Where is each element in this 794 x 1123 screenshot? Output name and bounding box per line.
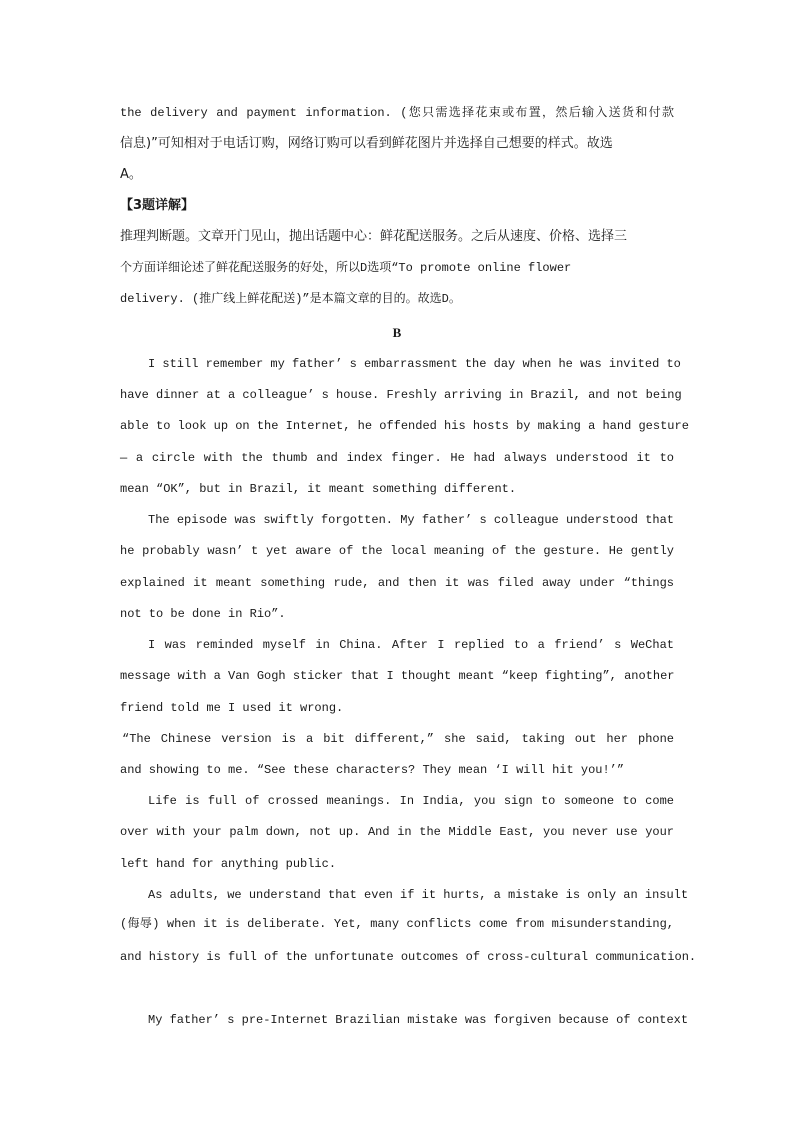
question3-line-2: 个方面详细论述了鲜花配送服务的好处，所以D选项“To promote online flower (120, 261, 572, 275)
passage-line: and showing to me. “See these characters? They mean ‘I will hit you!’” (120, 763, 625, 777)
question3-line-3: delivery. (推广线上鲜花配送)”是本篇文章的目的。故选D。 (120, 292, 461, 306)
explanation-line-3: A。 (120, 167, 142, 182)
passage-line: and history is full of the unfortunate outcomes of cross-cultural communication. (120, 950, 697, 964)
passage-line: — a circle with the thumb and index finger. He had always understood it to (120, 451, 674, 465)
passage-line: message with a Van Gogh sticker that I thought meant “keep fighting”, another (120, 669, 675, 683)
question3-line-1: 推理判断题。文章开门见山，抛出话题中心：鲜花配送服务。之后从速度、价格、选择三 (120, 229, 628, 244)
explanation-line-1: the delivery and payment information. (您只需选择花束或布置，然后输入送货和付款 (120, 106, 674, 120)
passage-line: explained it meant something rude, and then it was filed away under “things (120, 576, 674, 590)
passage-title: B (392, 325, 402, 340)
passage-line: over with your palm down, not up. And in the Middle East, you never use your (120, 825, 674, 839)
passage-line: mean “OK”, but in Brazil, it meant something different. (120, 482, 517, 496)
passage-line: have dinner at a colleague’ s house. Freshly arriving in Brazil, and not being (120, 388, 682, 402)
passage-line: friend told me I used it wrong. (120, 701, 344, 715)
passage-line: he probably wasn’ t yet aware of the local meaning of the gesture. He gently (120, 544, 674, 558)
passage-line: My father’ s pre-Internet Brazilian mistake was forgiven because of context (148, 1013, 689, 1027)
passage-line: (侮辱) when it is deliberate. Yet, many conflicts come from misunderstanding, (120, 917, 674, 931)
passage-line: able to look up on the Internet, he offended his hosts by making a hand gesture (120, 419, 689, 433)
passage-line: left hand for anything public. (120, 857, 337, 871)
explanation-line-2: 信息)”可知相对于电话订购，网络订购可以看到鲜花图片并选择自己想要的样式。故选 (120, 136, 613, 151)
passage-line: As adults, we understand that even if it hurts, a mistake is only an insult (148, 888, 689, 902)
question3-heading: 【3题详解】 (120, 198, 195, 213)
passage-line: “The Chinese version is a bit different,” she said, taking out her phone (122, 732, 674, 746)
passage-line: not to be done in Rio”. (120, 607, 286, 621)
passage-line: I still remember my father’ s embarrassment the day when he was invited to (148, 357, 681, 371)
passage-line: I was reminded myself in China. After I replied to a friend’ s WeChat (148, 638, 674, 652)
passage-line: The episode was swiftly forgotten. My father’ s colleague understood that (148, 513, 674, 527)
passage-line: Life is full of crossed meanings. In India, you sign to someone to come (148, 794, 674, 808)
